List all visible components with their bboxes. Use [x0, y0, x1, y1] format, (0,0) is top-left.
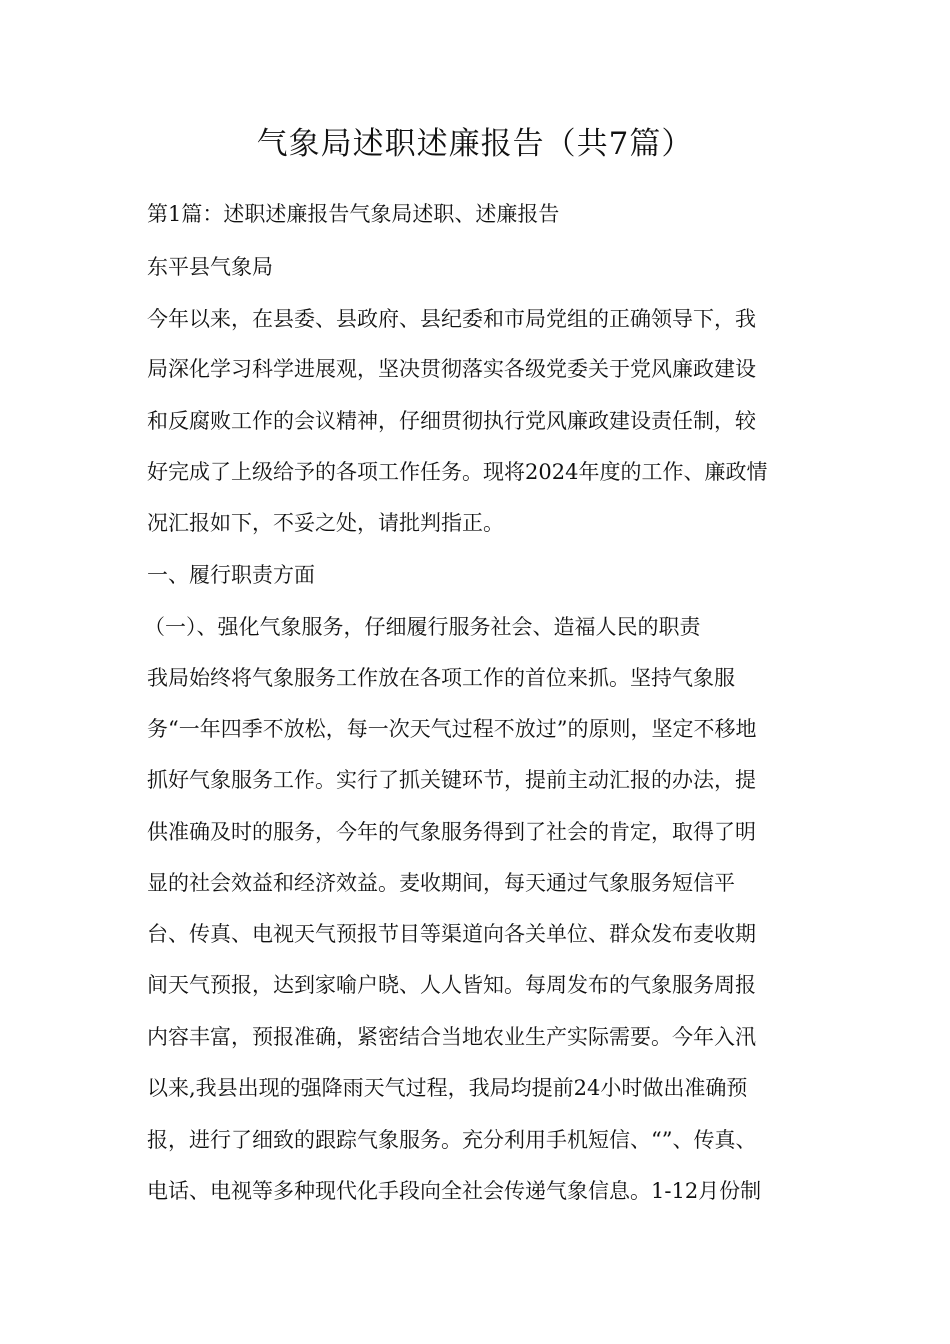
- body-line: 局深化学习科学进展观，坚决贯彻落实各级党委关于党风廉政建设: [147, 357, 756, 381]
- subsection-heading: 一、履行职责方面: [147, 563, 315, 587]
- body-line: 今年以来，在县委、县政府、县纪委和市局党组的正确领导下，我: [147, 307, 756, 331]
- body-line: 务“一年四季不放松，每一次天气过程不放过”的原则，坚定不移地: [147, 717, 757, 741]
- body-line: 况汇报如下，不妥之处，请批判指正。: [147, 511, 504, 535]
- body-line: 显的社会效益和经济效益。麦收期间，每天通过气象服务短信平: [147, 871, 735, 895]
- section-heading: 第1篇：述职述廉报告气象局述职、述廉报告: [147, 202, 560, 226]
- body-line: 和反腐败工作的会议精神，仔细贯彻执行党风廉政建设责任制，较: [147, 409, 756, 433]
- body-line: 我局始终将气象服务工作放在各项工作的首位来抓。坚持气象服: [147, 666, 735, 690]
- body-line: 供准确及时的服务，今年的气象服务得到了社会的肯定，取得了明: [147, 820, 756, 844]
- body-line: 好完成了上级给予的各项工作任务。现将2024年度的工作、廉政情: [147, 460, 768, 484]
- body-line: 内容丰富，预报准确，紧密结合当地农业生产实际需要。今年入汛: [147, 1025, 756, 1049]
- author-line: 东平县气象局: [147, 255, 273, 279]
- subsection-heading: （一）、强化气象服务，仔细履行服务社会、造福人民的职责: [144, 615, 701, 639]
- body-line: 间天气预报，达到家喻户晓、人人皆知。每周发布的气象服务周报: [147, 973, 756, 997]
- body-line: 台、传真、电视天气预报节目等渠道向各关单位、群众发布麦收期: [147, 922, 756, 946]
- body-line: 报，进行了细致的跟踪气象服务。充分利用手机短信、“”、传真、: [147, 1128, 757, 1152]
- document-title: 气象局述职述廉报告（共7篇）: [256, 126, 694, 162]
- body-line: 电话、电视等多种现代化手段向全社会传递气象信息。1-12月份制: [147, 1179, 762, 1203]
- body-line: 以来,我县出现的强降雨天气过程，我局均提前24小时做出准确预: [147, 1076, 748, 1100]
- body-line: 抓好气象服务工作。实行了抓关键环节，提前主动汇报的办法，提: [147, 768, 756, 792]
